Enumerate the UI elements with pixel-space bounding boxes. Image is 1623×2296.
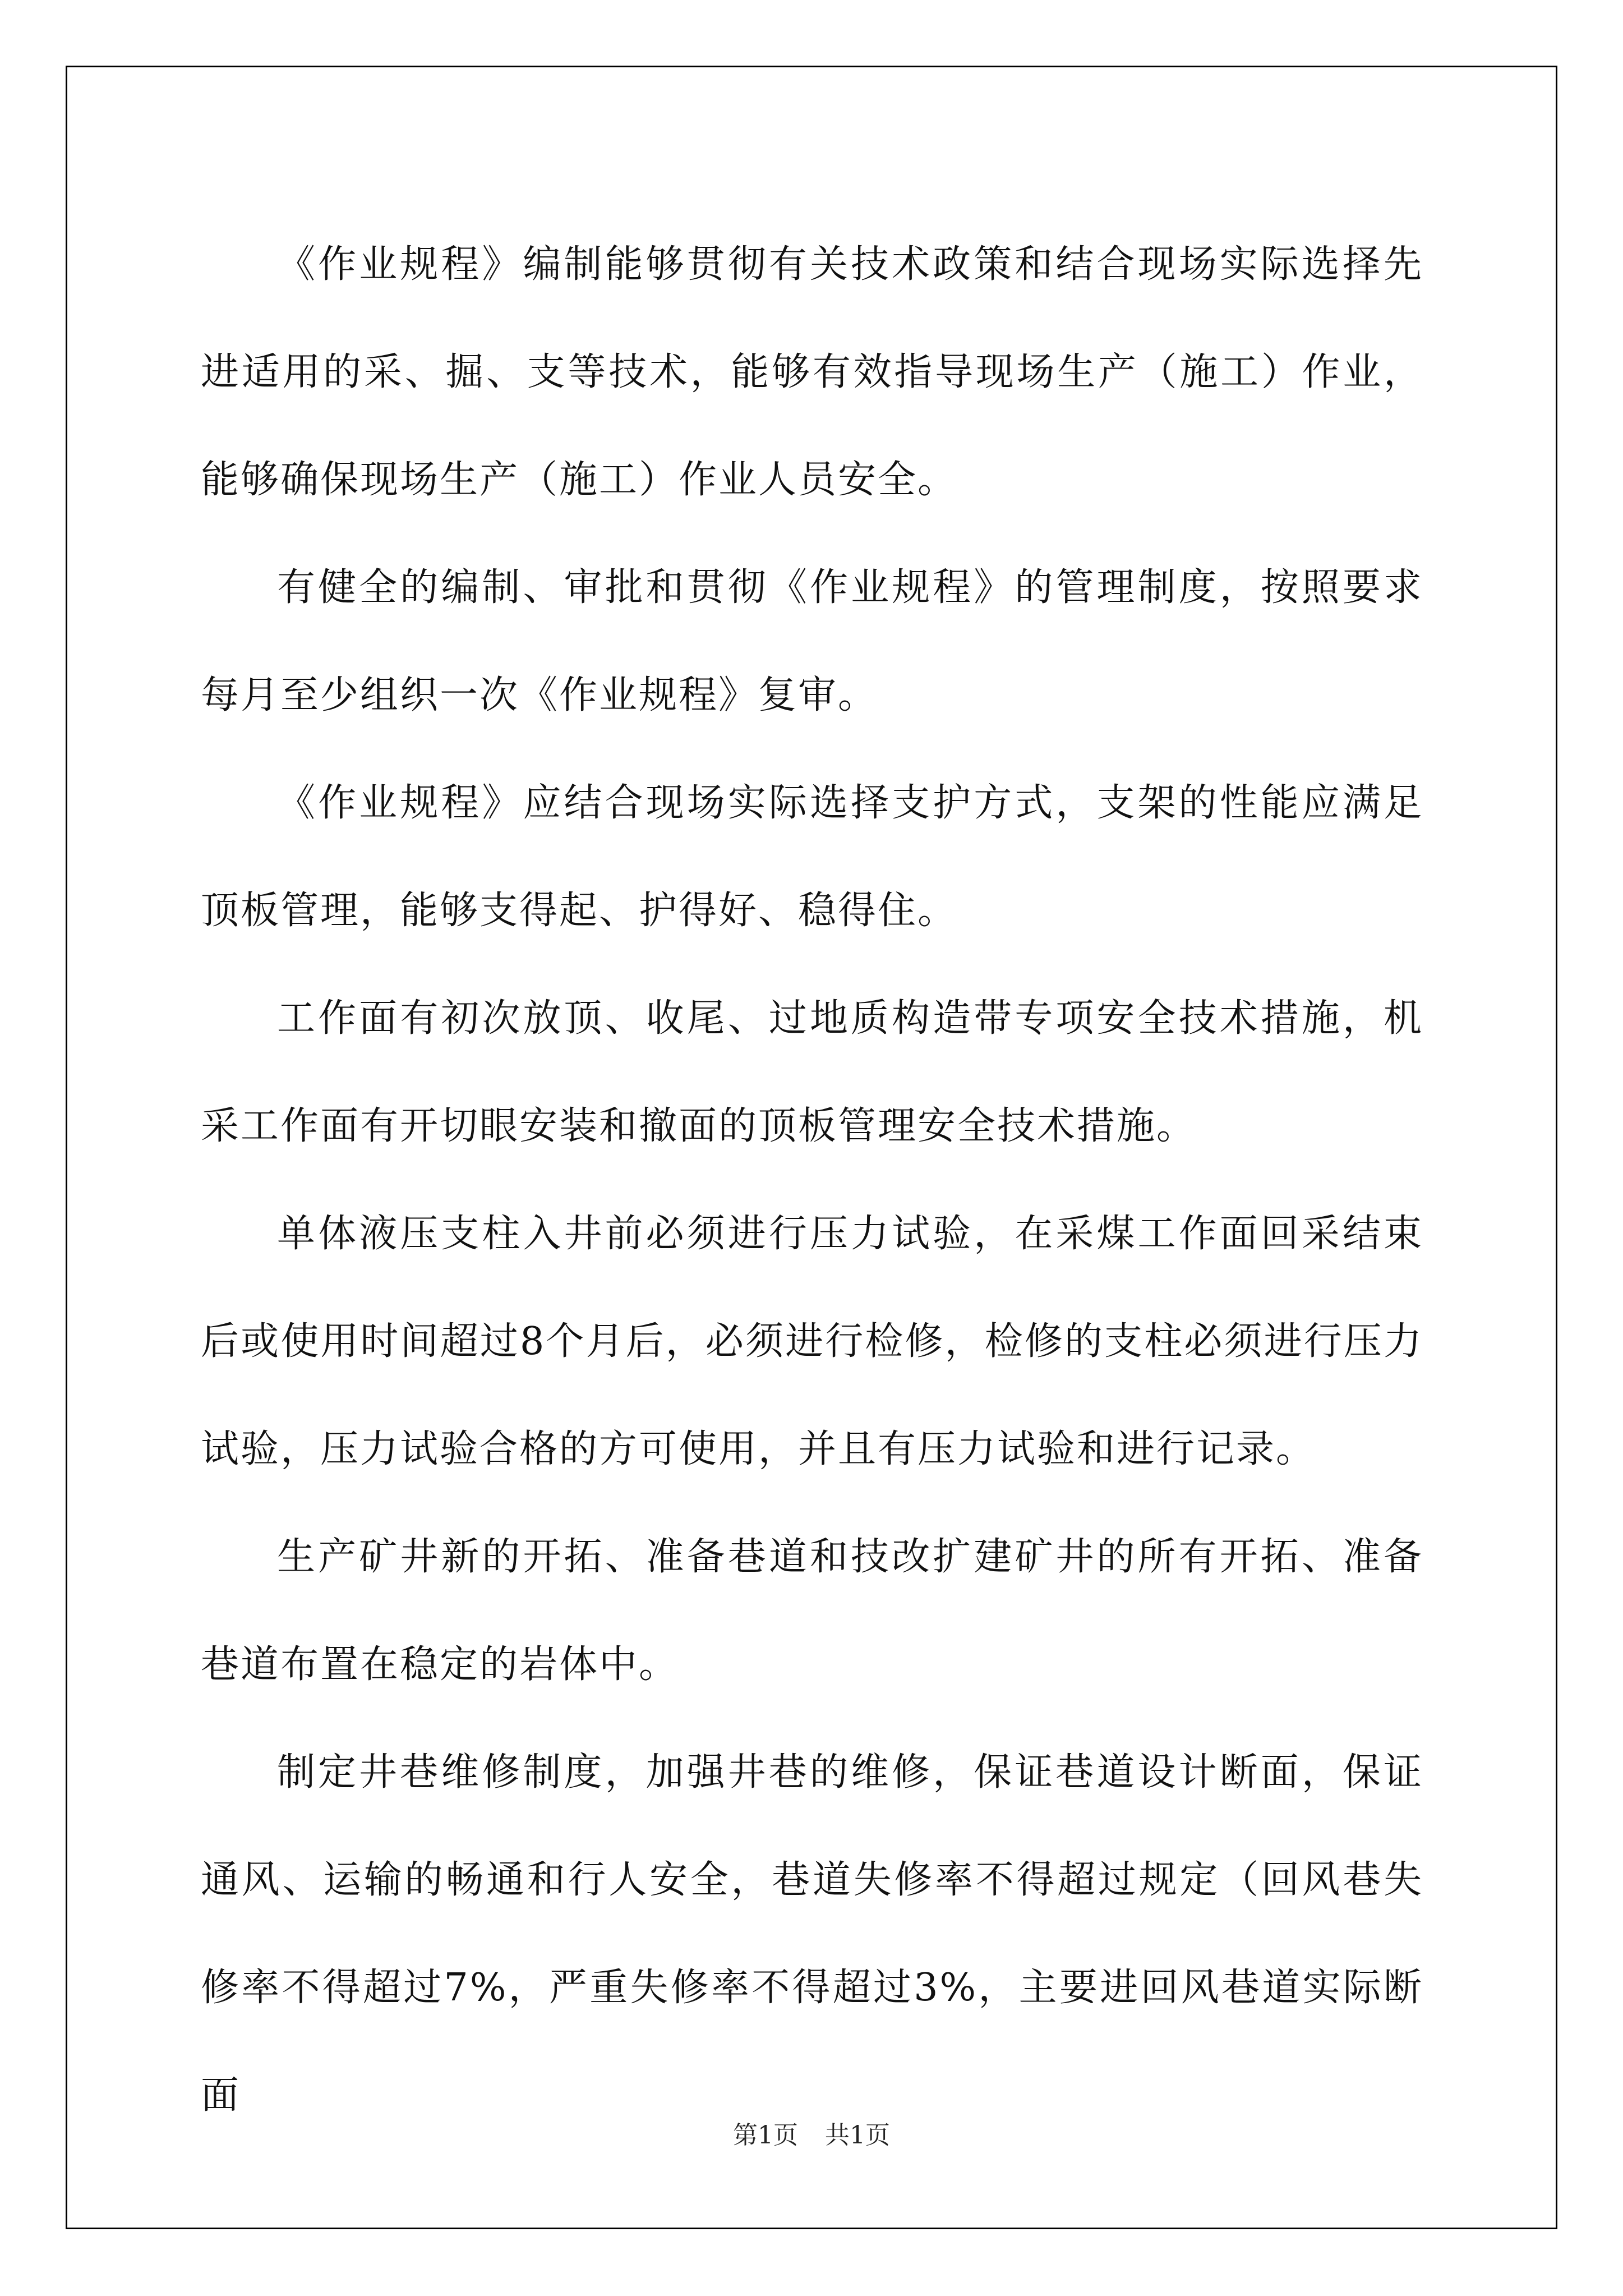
document-body [201,211,1423,2150]
page-number: 第1页 [733,2121,798,2150]
paragraph-7: 制定井巷维修制度，加强井巷的维修，保证巷道设计断面，保证通风、运输的畅通和行人安全，巷道失修率不得超过规定（回风巷失修率不得超过7%，严重失修率不得超过3%，主要进回风巷道实际断面 [201,1750,1423,2118]
page-total: 共1页 [825,2121,890,2150]
paragraph-5: 单体液压支柱入井前必须进行压力试验，在采煤工作面回采结束后或使用时间超过8个月后，必须进行检修，检修的支柱必须进行压力试验，压力试验合格的方可使用，并且有压力试验和进行记录。 [201,1212,1423,1471]
paragraph-6: 生产矿井新的开拓、准备巷道和技改扩建矿井的所有开拓、准备巷道布置在稳定的岩体中。 [201,1535,1423,1687]
paragraph-2: 有健全的编制、审批和贯彻《作业规程》的管理制度，按照要求每月至少组织一次《作业规程》复审。 [201,565,1423,717]
paragraph-4: 工作面有初次放顶、收尾、过地质构造带专项安全技术措施，机采工作面有开切眼安装和撤面的顶板管理安全技术措施。 [201,996,1423,1148]
page-footer [0,2115,1623,2151]
paragraph-3: 《作业规程》应结合现场实际选择支护方式，支架的性能应满足顶板管理，能够支得起、护得好、稳得住。 [201,781,1423,933]
paragraph-1: 《作业规程》编制能够贯彻有关技术政策和结合现场实际选择先进适用的采、掘、支等技术，能够有效指导现场生产（施工）作业，能够确保现场生产（施工）作业人员安全。 [201,242,1423,502]
